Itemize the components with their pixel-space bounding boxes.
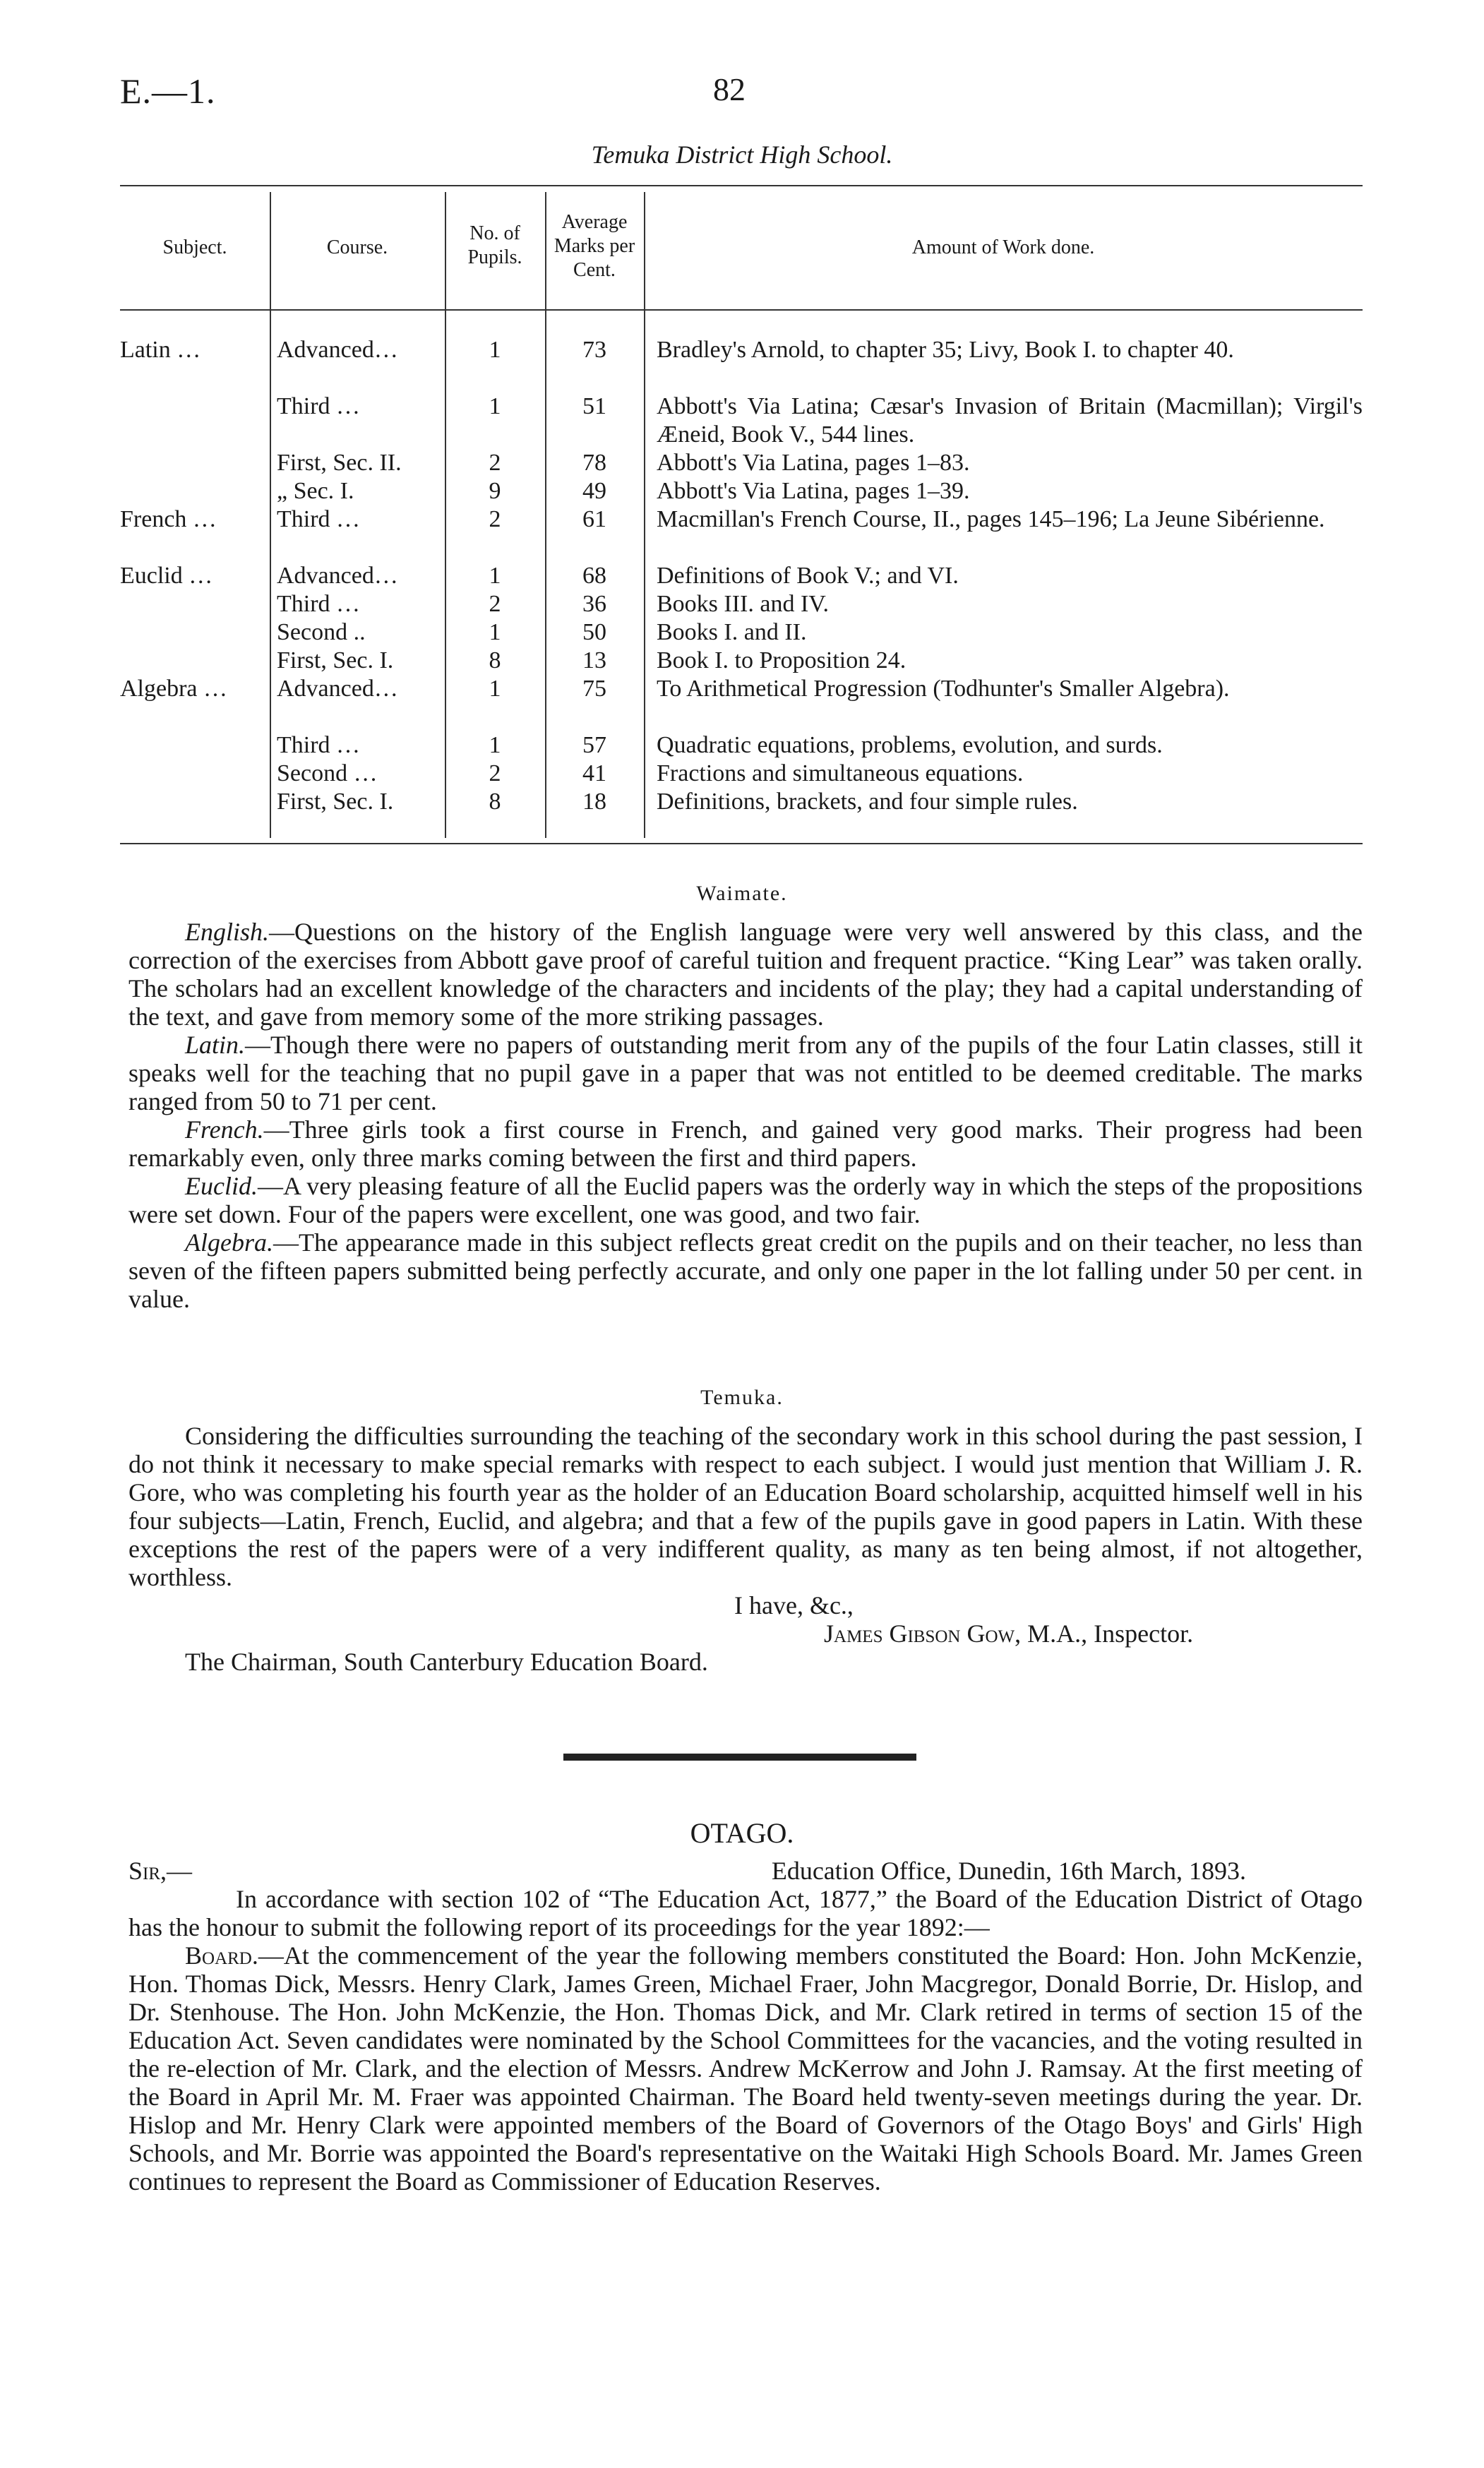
board-paragraph	[128, 1941, 1363, 2196]
cell-course: „ Sec. I.	[277, 478, 354, 504]
cell-work: Abbott's Via Latina; Cæsar's Invasion of Britain (Macmillan); Virgil's Æneid, Book V., 544 lines.	[657, 393, 1363, 448]
cell-marks: 61	[582, 506, 606, 532]
cell-subject: Euclid …	[120, 563, 213, 589]
cell-subject	[120, 618, 261, 647]
cell-marks: 68	[582, 563, 606, 589]
cell-course: Second ..	[277, 619, 366, 645]
cell-work: Books I. and II.	[657, 619, 807, 645]
cell-course: Third …	[277, 591, 361, 617]
latin-paragraph	[128, 1031, 1363, 1115]
board-label: Board.	[185, 1941, 258, 1970]
header-pupils: No. of Pupils.	[467, 222, 522, 268]
cell-course: Second …	[277, 760, 378, 786]
cell-subject	[120, 760, 261, 788]
cell-course: First, Sec. I.	[277, 789, 394, 815]
column-divider	[270, 192, 271, 838]
cell-course: First, Sec. I.	[277, 647, 394, 673]
cell-subject	[120, 647, 261, 675]
cell-work: Abbott's Via Latina, pages 1–39.	[657, 478, 970, 504]
signature-title: , M.A., Inspector.	[1015, 1619, 1194, 1648]
cell-work: To Arithmetical Progression (Todhunter's Smaller Algebra).	[657, 676, 1230, 702]
temuka-report	[128, 1422, 1363, 1676]
cell-pupils: 1	[489, 732, 501, 758]
cell-pupils: 1	[489, 393, 501, 419]
cell-marks: 51	[582, 393, 606, 419]
waimate-heading: Waimate.	[696, 882, 788, 905]
cell-course: Third …	[277, 732, 361, 758]
cell-pupils: 1	[489, 619, 501, 645]
cell-work: Books III. and IV.	[657, 591, 829, 617]
cell-work: Definitions of Book V.; and VI.	[657, 563, 959, 589]
english-text: —Questions on the history of the English language were very well answered by this class, and the correction of the exercises from Abbott gave proof of careful tuition and frequent practice. “King Lear” was taken orally. The scholars had an excellent knowledge of the characters and incidents of the play; they had a capital understanding of the text, and gave from memory some of the more striking passages.	[128, 918, 1363, 1031]
signature-name: James Gibson Gow	[824, 1619, 1015, 1648]
addressee: The Chairman, South Canterbury Education Board.	[185, 1648, 708, 1676]
column-divider	[644, 192, 645, 838]
page-number: 82	[713, 71, 746, 107]
otago-report	[128, 1857, 1363, 2196]
intro-paragraph: In accordance with section 102 of “The Education Act, 1877,” the Board of the Education District of Otago has the honour to submit the following report of its proceedings for the year 1892:—	[128, 1885, 1363, 1941]
latin-text: —Though there were no papers of outstanding merit from any of the pupils of the four Latin classes, still it speaks well for the teaching that no pupil gave in a paper that was not entitled to be deemed creditable. The marks ranged from 50 to 71 per cent.	[128, 1031, 1363, 1115]
algebra-paragraph	[128, 1228, 1363, 1313]
cell-work: Quadratic equations, problems, evolution, and surds.	[657, 732, 1163, 758]
euclid-paragraph	[128, 1172, 1363, 1228]
french-label: French.	[185, 1115, 264, 1144]
otago-heading: OTAGO.	[690, 1817, 794, 1849]
cell-pupils: 8	[489, 789, 501, 815]
document-reference: E.—1.	[120, 71, 216, 111]
cell-subject	[120, 477, 261, 505]
english-label: English.	[185, 918, 270, 946]
table-header-rule	[120, 309, 1363, 311]
cell-course: Third …	[277, 393, 361, 419]
cell-subject	[120, 393, 261, 449]
cell-marks: 78	[582, 450, 606, 476]
cell-subject	[120, 449, 261, 477]
cell-subject	[120, 731, 261, 760]
header-marks: Average Marks per Cent.	[553, 211, 635, 281]
cell-subject	[120, 788, 261, 816]
algebra-text: —The appearance made in this subject reflects great credit on the pupils and on their teacher, no less than seven of the fifteen papers submitted being perfectly accurate, and only one paper in the lot falling under 50 per cent. in value.	[128, 1228, 1363, 1313]
signature	[128, 1619, 1363, 1648]
cell-marks: 13	[582, 647, 606, 673]
waimate-report	[128, 918, 1363, 1313]
cell-pupils: 2	[489, 760, 501, 786]
cell-course: First, Sec. II.	[277, 450, 402, 476]
cell-marks: 50	[582, 619, 606, 645]
english-paragraph	[128, 918, 1363, 1031]
euclid-text: —A very pleasing feature of all the Euclid papers was the orderly way in which the steps of the propositions were set down. Four of the papers were excellent, one was good, and two fair.	[128, 1172, 1363, 1228]
table-bottom-rule	[120, 843, 1363, 844]
cell-marks: 57	[582, 732, 606, 758]
cell-pupils: 9	[489, 478, 501, 504]
cell-marks: 49	[582, 478, 606, 504]
cell-work: Definitions, brackets, and four simple rules.	[657, 789, 1078, 815]
cell-course: Advanced…	[277, 337, 398, 363]
algebra-label: Algebra.	[185, 1228, 273, 1257]
header-work: Amount of Work done.	[911, 236, 1095, 258]
cell-work: Bradley's Arnold, to chapter 35; Livy, Book I. to chapter 40.	[657, 337, 1234, 363]
cell-work: Abbott's Via Latina, pages 1–83.	[657, 450, 970, 476]
table-top-rule	[120, 185, 1363, 186]
section-divider	[563, 1754, 916, 1761]
cell-course: Third …	[277, 506, 361, 532]
results-table	[120, 185, 1363, 845]
latin-label: Latin.	[185, 1031, 246, 1059]
cell-pupils: 2	[489, 506, 501, 532]
cell-pupils: 1	[489, 337, 501, 363]
cell-marks: 36	[582, 591, 606, 617]
cell-subject: Algebra …	[120, 676, 228, 702]
cell-subject	[120, 590, 261, 618]
table-title: Temuka District High School.	[591, 140, 893, 169]
temuka-heading: Temuka.	[700, 1386, 784, 1409]
cell-pupils: 1	[489, 563, 501, 589]
cell-subject: Latin …	[120, 337, 201, 363]
cell-pupils: 2	[489, 591, 501, 617]
header-course: Course.	[326, 236, 388, 258]
cell-course: Advanced…	[277, 676, 398, 702]
cell-subject: French …	[120, 506, 217, 532]
letter-opening	[128, 1857, 1363, 1885]
french-text: —Three girls took a first course in French, and gained very good marks. Their progress had been remarkably even, only three marks coming between the first and third papers.	[128, 1115, 1363, 1172]
cell-work: Book I. to Proposition 24.	[657, 647, 906, 673]
cell-work: Fractions and simultaneous equations.	[657, 760, 1024, 786]
cell-marks: 18	[582, 789, 606, 815]
salutation: Sir,—	[128, 1857, 193, 1885]
header-subject: Subject.	[162, 236, 227, 258]
sign-off: I have, &c.,	[734, 1591, 854, 1619]
cell-pupils: 2	[489, 450, 501, 476]
dateline: Education Office, Dunedin, 16th March, 1893.	[771, 1857, 1246, 1885]
euclid-label: Euclid.	[185, 1172, 258, 1200]
cell-course: Advanced…	[277, 563, 398, 589]
cell-marks: 75	[582, 676, 606, 702]
temuka-paragraph: Considering the difficulties surrounding the teaching of the secondary work in this school during the past session, I do not think it necessary to make special remarks with respect to each subject. I would just mention that William J. R. Gore, who was completing his fourth year as the holder of an Education Board scholarship, acquitted himself well in his four subjects—Latin, French, Euclid, and algebra; and that a few of the pupils gave in good papers in Latin. With these exceptions the rest of the papers were of a very indifferent quality, as many as ten being almost, if not altogether, worthless.	[128, 1422, 1363, 1591]
cell-pupils: 1	[489, 676, 501, 702]
cell-pupils: 8	[489, 647, 501, 673]
cell-marks: 41	[582, 760, 606, 786]
cell-work: Macmillan's French Course, II., pages 145–196; La Jeune Sibérienne.	[657, 506, 1325, 532]
board-text: —At the commencement of the year the following members constituted the Board: Hon. John McKenzie, Hon. Thomas Dick, Messrs. Henry Clark, James Green, Michael Fraer, John Macgregor, Donald Borrie, Dr. Hislop, and Dr. Stenhouse. The Hon. John McKenzie, the Hon. Thomas Dick, and Mr. Clark retired in terms of section 15 of the Education Act. Seven candidates were nominated by the School Committees for the vacancies, and the voting resulted in the re-election of Mr. Clark, and the election of Messrs. Andrew McKerrow and John J. Ramsay. At the first meeting of the Board in April Mr. M. Fraer was appointed Chairman. The Board held twenty-seven meetings during the year. Dr. Hislop and Mr. Henry Clark were appointed members of the Board of Governors of the Otago Boys' and Girls' High Schools, and Mr. Borrie was appointed the Board's representative on the Waitaki High Schools Board. Mr. James Green continues to represent the Board as Commissioner of Education Reserves.	[128, 1941, 1363, 2196]
french-paragraph	[128, 1115, 1363, 1172]
cell-marks: 73	[582, 337, 606, 363]
